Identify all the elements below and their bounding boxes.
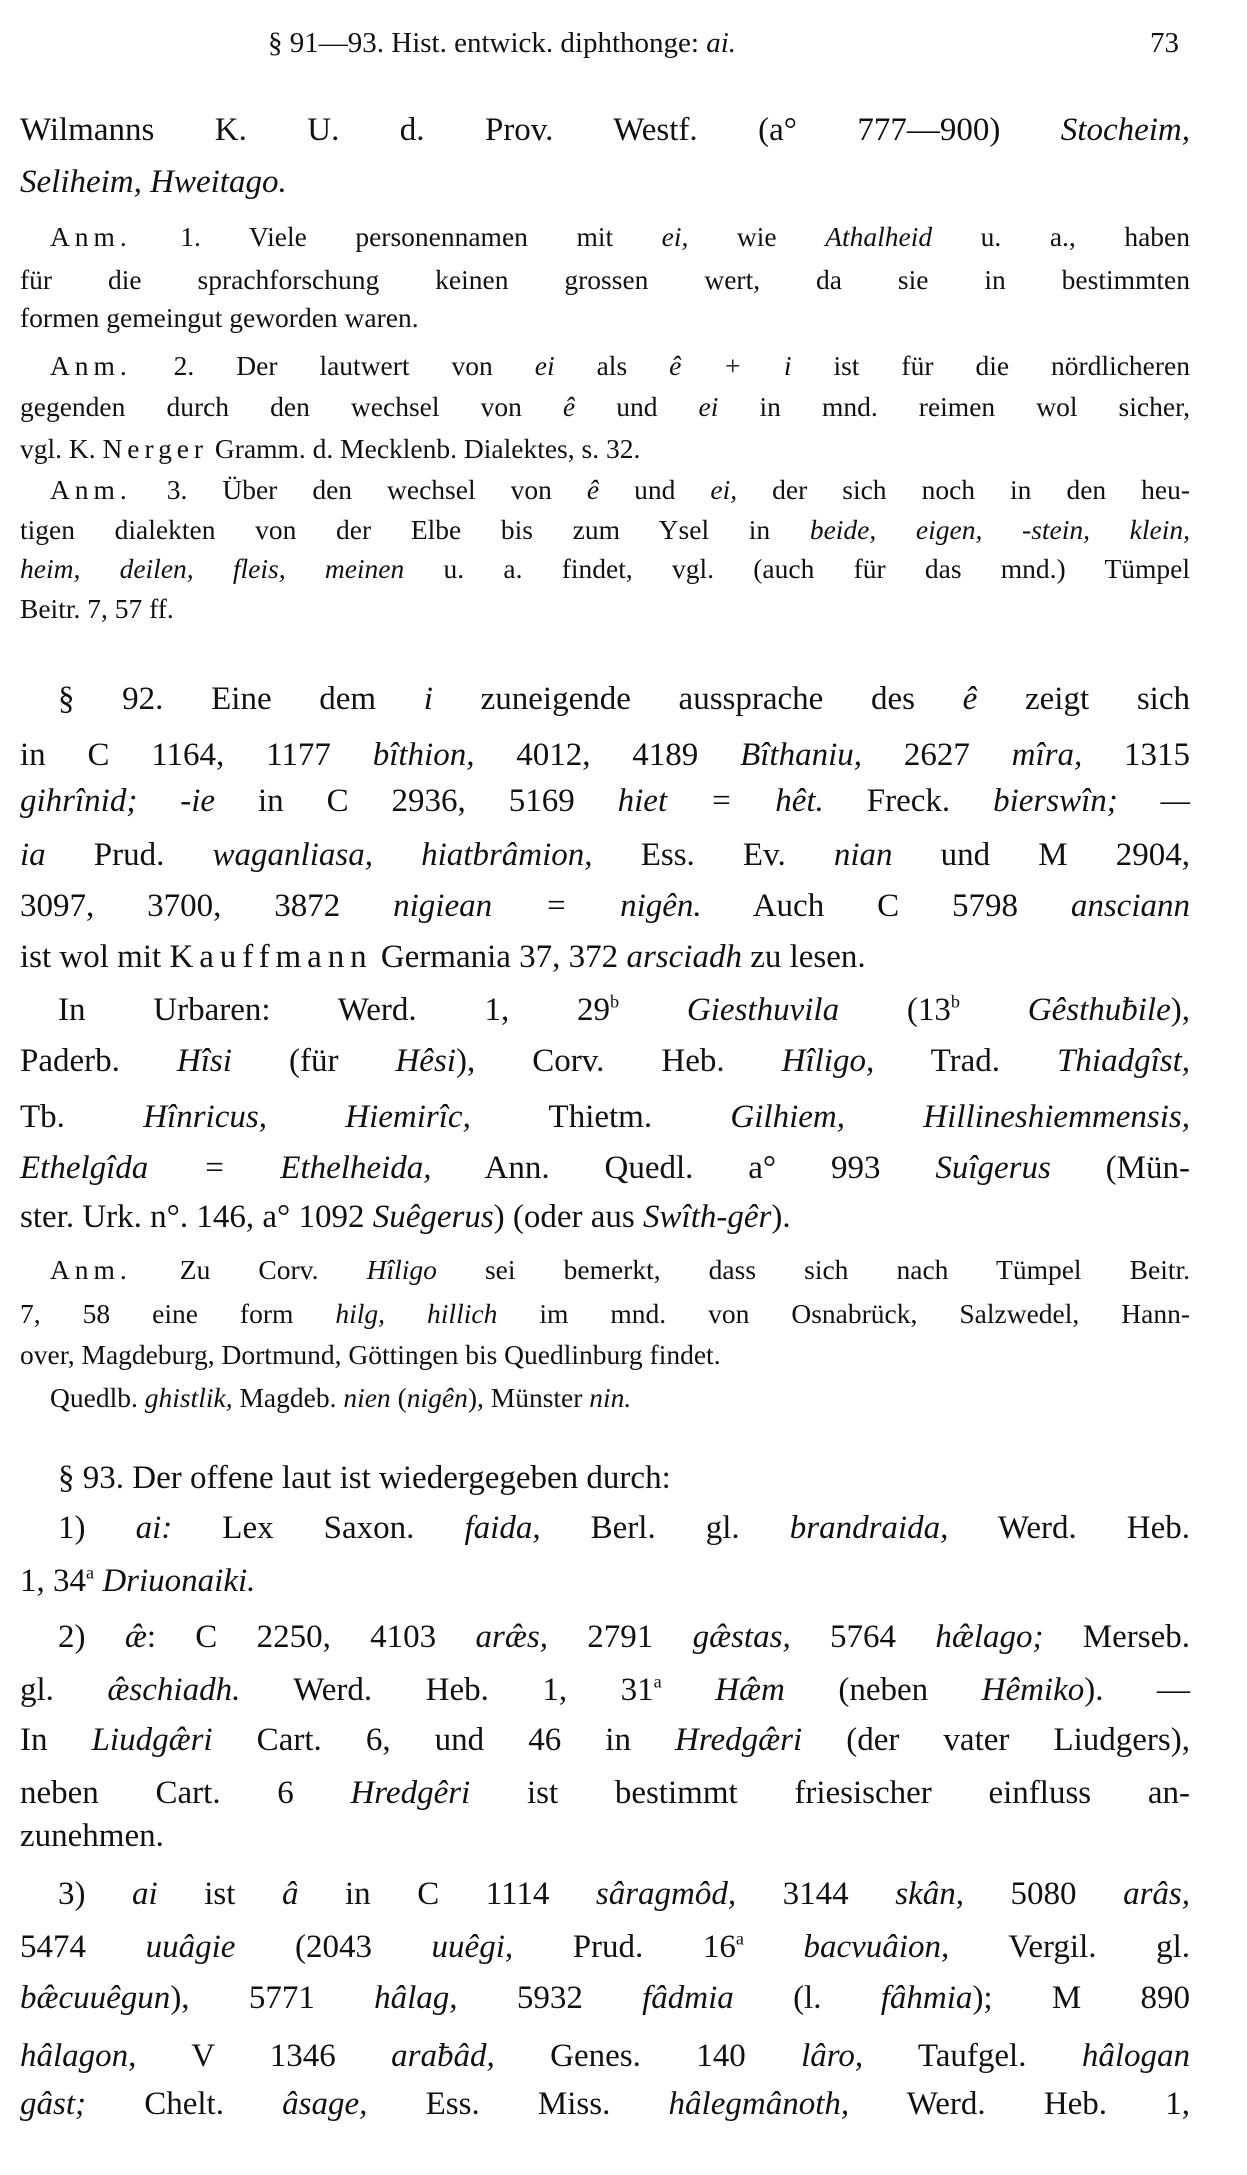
text-run: Werd. Heb. bbox=[948, 1510, 1191, 1546]
italic-text: Ethelgîda = Ethelheida, bbox=[20, 1150, 432, 1186]
text-run: 2) bbox=[58, 1619, 125, 1655]
italic-text: Hînricus, Hiemirîc, bbox=[143, 1099, 471, 1135]
text-line bbox=[20, 884, 1190, 928]
text-run: und M 2904, bbox=[892, 837, 1191, 873]
spaced-text: Anm. bbox=[50, 221, 132, 252]
italic-text: ei bbox=[698, 391, 719, 422]
text-run: Genes. 140 bbox=[494, 2038, 802, 2074]
italic-text: Hredgêri bbox=[350, 1775, 471, 1811]
italic-text: Gilhiem, Hillineshiemmensis, bbox=[730, 1099, 1190, 1135]
text-run: ), bbox=[1170, 992, 1190, 1028]
italic-text: ei, bbox=[661, 221, 689, 252]
text-run bbox=[960, 992, 1028, 1028]
text-run: Cart. 6, und 46 in bbox=[212, 1722, 676, 1758]
text-run: 3144 bbox=[736, 1876, 896, 1912]
italic-text: ansciann bbox=[1070, 888, 1190, 924]
italic-text: skân, bbox=[895, 1876, 964, 1912]
italic-text: sâragmôd, bbox=[595, 1876, 737, 1912]
superscript: b bbox=[610, 991, 620, 1012]
text-run: Germania 37, 372 bbox=[372, 939, 627, 975]
text-run: Berl. gl. bbox=[540, 1510, 790, 1546]
italic-text: Suêgerus bbox=[372, 1199, 494, 1235]
text-run: 3) bbox=[58, 1876, 133, 1912]
italic-text: araƀâd, bbox=[391, 2038, 495, 2074]
text-line bbox=[20, 591, 1190, 627]
text-run: (für bbox=[231, 1043, 396, 1079]
text-run bbox=[744, 1929, 804, 1965]
italic-text: aræ̂s, bbox=[475, 1619, 548, 1655]
italic-text: ei bbox=[534, 350, 555, 381]
italic-text: hilg, hillich bbox=[335, 1298, 498, 1329]
text-run: 5474 bbox=[20, 1929, 146, 1965]
text-run: 4012, 4189 bbox=[474, 737, 741, 773]
italic-text: waganliasa, hiatbrâmion, bbox=[212, 837, 593, 873]
text-line bbox=[20, 1337, 1190, 1373]
italic-text: faida, bbox=[464, 1510, 541, 1546]
text-run: im mnd. von Osnabrück, Salzwedel, Hann- bbox=[497, 1298, 1190, 1329]
text-run: In Urbaren: Werd. 1, 29 bbox=[58, 992, 611, 1028]
italic-text: brandraida, bbox=[789, 1510, 949, 1546]
text-line bbox=[58, 988, 1190, 1032]
italic-text: uuâgie bbox=[145, 1929, 236, 1965]
text-run: in C 1114 bbox=[298, 1876, 596, 1912]
text-run: zeigt sich bbox=[977, 681, 1190, 717]
text-run: Auch C 5798 bbox=[701, 888, 1071, 924]
text-line bbox=[20, 1771, 1190, 1815]
italic-text: arsciadh bbox=[626, 939, 742, 975]
text-run: (2043 bbox=[235, 1929, 432, 1965]
text-run: Gramm. d. Mecklenb. Dialektes, s. 32. bbox=[208, 433, 641, 464]
text-run: In bbox=[20, 1722, 92, 1758]
italic-text: Athalheid bbox=[825, 221, 933, 252]
text-run: 1315 bbox=[1082, 737, 1191, 773]
text-run: ist für die nördlicheren bbox=[791, 350, 1190, 381]
text-run: als bbox=[554, 350, 670, 381]
italic-text: hâlegmânoth, bbox=[668, 2086, 850, 2122]
text-run: Prud. 16 bbox=[513, 1929, 736, 1965]
text-line bbox=[20, 733, 1190, 777]
text-line bbox=[20, 108, 1190, 152]
text-run: ster. Urk. n°. 146, a° 1092 bbox=[20, 1199, 373, 1235]
italic-text: i bbox=[423, 681, 433, 717]
text-line bbox=[20, 160, 1190, 204]
running-header bbox=[268, 24, 736, 62]
superscript: a bbox=[735, 1928, 744, 1949]
text-run: over, Magdeburg, Dortmund, Göttingen bis Quedlinburg findet. bbox=[20, 1339, 721, 1370]
text-line bbox=[20, 1296, 1190, 1332]
text-run: (der vater Liudgers), bbox=[802, 1722, 1190, 1758]
text-run: gl. bbox=[20, 1672, 108, 1708]
italic-text: Liudgæ̂ri bbox=[91, 1722, 213, 1758]
italic-text: Hæ̂m bbox=[715, 1672, 785, 1708]
italic-text: Seliheim, Hweitago. bbox=[20, 164, 287, 200]
italic-text: hâlag, bbox=[374, 1980, 458, 2016]
text-run: (l. bbox=[733, 1980, 881, 2016]
italic-text: Gêsthuƀile bbox=[1027, 992, 1171, 1028]
italic-text: ia bbox=[20, 837, 46, 873]
italic-text: hiet = hêt. bbox=[617, 783, 824, 819]
italic-text: nin. bbox=[589, 1382, 632, 1413]
text-line bbox=[20, 1095, 1190, 1139]
italic-text: Hîligo, bbox=[781, 1043, 875, 1079]
text-run: Paderb. bbox=[20, 1043, 177, 1079]
italic-text: Swîth-gêr bbox=[643, 1199, 772, 1235]
spaced-text: Anm. bbox=[50, 474, 132, 505]
italic-text: Stocheim, bbox=[1060, 112, 1190, 148]
text-run: Thietm. bbox=[470, 1099, 731, 1135]
text-run: 5932 bbox=[457, 1980, 643, 2016]
italic-text: bierswîn; — bbox=[993, 783, 1190, 819]
italic-text: hâlogan bbox=[1081, 2038, 1191, 2074]
text-run: 1) bbox=[58, 1510, 136, 1546]
spaced-text: Anm. bbox=[50, 1254, 132, 1285]
italic-text: hæ̂lago; bbox=[935, 1619, 1044, 1655]
text-line bbox=[20, 300, 1190, 336]
text-run bbox=[662, 1672, 716, 1708]
text-run: Tb. bbox=[20, 1099, 144, 1135]
text-run: ), 5771 bbox=[170, 1980, 375, 2016]
text-run: ). bbox=[771, 1199, 791, 1235]
text-run: § 93. Der offene laut ist wiedergegeben durch: bbox=[58, 1460, 671, 1496]
text-line bbox=[20, 779, 1190, 823]
text-run: ist wol mit bbox=[20, 939, 170, 975]
text-run: Vergil. gl. bbox=[949, 1929, 1191, 1965]
text-line bbox=[20, 1668, 1190, 1712]
italic-text: Bîthaniu, bbox=[740, 737, 863, 773]
text-line bbox=[50, 348, 1190, 384]
text-run: 2627 bbox=[862, 737, 1012, 773]
text-run: 3097, 3700, 3872 bbox=[20, 888, 394, 924]
text-run: Werd. Heb. 1, 31 bbox=[240, 1672, 654, 1708]
text-line bbox=[20, 1814, 1190, 1858]
text-run: zuneigende aussprache des bbox=[432, 681, 963, 717]
text-run: neben Cart. 6 bbox=[20, 1775, 351, 1811]
text-run: ), Münster bbox=[467, 1382, 590, 1413]
text-run: für die sprachforschung keinen grossen wert, da sie in bestimmten bbox=[20, 264, 1190, 295]
text-run: 5764 bbox=[790, 1619, 936, 1655]
superscript: a bbox=[653, 1671, 662, 1692]
text-line bbox=[20, 1925, 1190, 1969]
text-run: Freck. bbox=[823, 783, 994, 819]
text-run: wie bbox=[688, 221, 826, 252]
text-line bbox=[58, 677, 1190, 721]
text-line bbox=[20, 551, 1190, 587]
text-run: (neben bbox=[784, 1672, 982, 1708]
text-run: (13 bbox=[839, 992, 951, 1028]
text-line bbox=[20, 512, 1190, 548]
text-run: formen gemeingut geworden waren. bbox=[20, 302, 419, 333]
text-line bbox=[50, 1380, 1190, 1416]
text-run: tigen dialekten von der Elbe bis zum Ysel in bbox=[20, 514, 810, 545]
page-number: 73 bbox=[1150, 27, 1179, 59]
text-line bbox=[58, 1615, 1190, 1659]
text-run: ). — bbox=[1084, 1672, 1190, 1708]
italic-text: heim, deilen, fleis, meinen bbox=[20, 553, 405, 584]
spaced-text: Anm. bbox=[50, 350, 132, 381]
italic-text: Suîgerus bbox=[935, 1150, 1051, 1186]
text-run: u. a., haben bbox=[932, 221, 1190, 252]
text-run: Ess. Miss. bbox=[367, 2086, 669, 2122]
text-run: in mnd. reimen wol sicher, bbox=[718, 391, 1190, 422]
italic-text: ei, bbox=[710, 474, 738, 505]
text-line bbox=[20, 431, 1190, 467]
italic-text: gâst; bbox=[20, 2086, 86, 2122]
italic-text: æ̂ bbox=[124, 1619, 147, 1655]
text-run: vgl. K. bbox=[20, 433, 103, 464]
text-line bbox=[20, 1976, 1190, 2020]
spaced-text: Nerger bbox=[102, 433, 209, 464]
text-run: gegenden durch den wechsel von bbox=[20, 391, 563, 422]
text-line bbox=[20, 833, 1190, 877]
italic-text: Hêmiko bbox=[981, 1672, 1085, 1708]
text-line bbox=[20, 1195, 1190, 1239]
text-run: 2. Der lautwert von bbox=[131, 350, 535, 381]
italic-text: bæ̂cuuêgun bbox=[20, 1980, 171, 2016]
text-run: in C 2936, 5169 bbox=[215, 783, 618, 819]
text-run: ist bbox=[157, 1876, 282, 1912]
text-run: Ann. Quedl. a° 993 bbox=[431, 1150, 936, 1186]
italic-text: nien bbox=[343, 1382, 391, 1413]
italic-text: ê bbox=[562, 391, 576, 422]
text-line bbox=[20, 2082, 1190, 2126]
text-line bbox=[58, 1506, 1190, 1550]
text-run: Chelt. bbox=[86, 2086, 283, 2122]
text-run: ist bestimmt friesischer einfluss an- bbox=[470, 1775, 1190, 1811]
text-line bbox=[58, 1872, 1190, 1916]
text-run: 1, 34 bbox=[20, 1563, 86, 1599]
text-run: Taufgel. bbox=[863, 2038, 1082, 2074]
text-line bbox=[50, 472, 1190, 508]
text-run: 7, 58 eine form bbox=[20, 1298, 336, 1329]
italic-text: gihrînid; -ie bbox=[20, 783, 216, 819]
italic-text: ai: bbox=[135, 1510, 173, 1546]
italic-text: lâro, bbox=[801, 2038, 864, 2074]
text-run: und bbox=[599, 474, 711, 505]
text-run: Quedlb. bbox=[50, 1382, 145, 1413]
text-line bbox=[20, 1146, 1190, 1190]
text-line bbox=[58, 1456, 1190, 1500]
text-run: § 92. Eine dem bbox=[58, 681, 424, 717]
text-run: der sich noch in den heu- bbox=[737, 474, 1191, 505]
text-run bbox=[619, 992, 687, 1028]
text-run: ( bbox=[390, 1382, 407, 1413]
italic-text: bîthion, bbox=[372, 737, 475, 773]
text-run: Trad. bbox=[874, 1043, 1058, 1079]
text-line bbox=[20, 1718, 1190, 1762]
text-run: 5080 bbox=[963, 1876, 1124, 1912]
italic-text: fâdmia bbox=[642, 1980, 734, 2016]
italic-text: Hêsi bbox=[395, 1043, 456, 1079]
italic-text: hâlagon, bbox=[20, 2038, 137, 2074]
running-title: § 91—93. Hist. entwick. diphthonge: bbox=[268, 27, 707, 59]
text-run: 3. Über den wechsel von bbox=[131, 474, 587, 505]
italic-text: uuêgi, bbox=[431, 1929, 514, 1965]
italic-text: fâhmia bbox=[880, 1980, 973, 2016]
text-run: (Mün- bbox=[1050, 1150, 1190, 1186]
italic-text: Hîligo bbox=[366, 1254, 437, 1285]
text-run: Werd. Heb. 1, bbox=[849, 2086, 1190, 2122]
text-line bbox=[20, 262, 1190, 298]
text-line bbox=[20, 2034, 1190, 2078]
text-run: u. a. findet, vgl. (auch für das mnd.) Tümpel bbox=[404, 553, 1190, 584]
text-run: Merseb. bbox=[1043, 1619, 1191, 1655]
italic-text: Thiadgîst, bbox=[1057, 1043, 1191, 1079]
italic-text: beide, eigen, -stein, klein, bbox=[809, 514, 1190, 545]
text-line bbox=[50, 1252, 1190, 1288]
text-line bbox=[20, 1039, 1190, 1083]
italic-text: mîra, bbox=[1011, 737, 1083, 773]
italic-text: ai bbox=[132, 1876, 158, 1912]
italic-text: ê bbox=[962, 681, 978, 717]
text-run: Beitr. 7, 57 ff. bbox=[20, 593, 174, 624]
text-run: V 1346 bbox=[136, 2038, 392, 2074]
italic-text: âsage, bbox=[282, 2086, 368, 2122]
text-run: Magdeb. bbox=[232, 1382, 344, 1413]
italic-text: â bbox=[281, 1876, 299, 1912]
text-line bbox=[20, 389, 1190, 425]
text-line bbox=[20, 1559, 1190, 1603]
text-run: und bbox=[575, 391, 699, 422]
superscript: b bbox=[950, 991, 960, 1012]
text-run: in C 1164, 1177 bbox=[20, 737, 373, 773]
italic-text: bacvuâion, bbox=[803, 1929, 950, 1965]
text-run: ) (oder aus bbox=[493, 1199, 644, 1235]
text-run: Zu Corv. bbox=[131, 1254, 367, 1285]
text-run: sei bemerkt, dass sich nach Tümpel Beitr. bbox=[436, 1254, 1190, 1285]
italic-text: nigiean = nigên. bbox=[393, 888, 702, 924]
text-run: 2791 bbox=[547, 1619, 693, 1655]
text-run: Ess. Ev. bbox=[592, 837, 834, 873]
italic-text: ghistlik, bbox=[144, 1382, 233, 1413]
italic-text: nian bbox=[833, 837, 893, 873]
text-run: ), Corv. Heb. bbox=[455, 1043, 782, 1079]
running-title-italic: ai. bbox=[706, 27, 736, 59]
italic-text: Giesthuvila bbox=[686, 992, 840, 1028]
italic-text: arâs, bbox=[1123, 1876, 1191, 1912]
text-run: ); M 890 bbox=[972, 1980, 1190, 2016]
text-line bbox=[50, 219, 1190, 255]
italic-text: gæ̂stas, bbox=[692, 1619, 791, 1655]
text-run: zu lesen. bbox=[741, 939, 866, 975]
text-run: zunehmen. bbox=[20, 1818, 164, 1854]
italic-text: æ̂schiadh. bbox=[107, 1672, 241, 1708]
superscript: a bbox=[86, 1562, 95, 1583]
spaced-text: Kauffmann bbox=[169, 939, 373, 975]
italic-text: nigên bbox=[406, 1382, 468, 1413]
text-run: : C 2250, 4103 bbox=[146, 1619, 476, 1655]
text-run: Lex Saxon. bbox=[172, 1510, 465, 1546]
text-run: 1. Viele personennamen mit bbox=[131, 221, 662, 252]
text-run: Prud. bbox=[45, 837, 213, 873]
italic-text: Driuonaiki. bbox=[102, 1563, 256, 1599]
text-line bbox=[20, 935, 1190, 979]
italic-text: Hredgæ̂ri bbox=[675, 1722, 803, 1758]
italic-text: ê + i bbox=[669, 350, 792, 381]
text-run: Wilmanns K. U. d. Prov. Westf. (a° 777—900) bbox=[20, 112, 1061, 148]
italic-text: Hîsi bbox=[176, 1043, 232, 1079]
italic-text: ê bbox=[586, 474, 600, 505]
